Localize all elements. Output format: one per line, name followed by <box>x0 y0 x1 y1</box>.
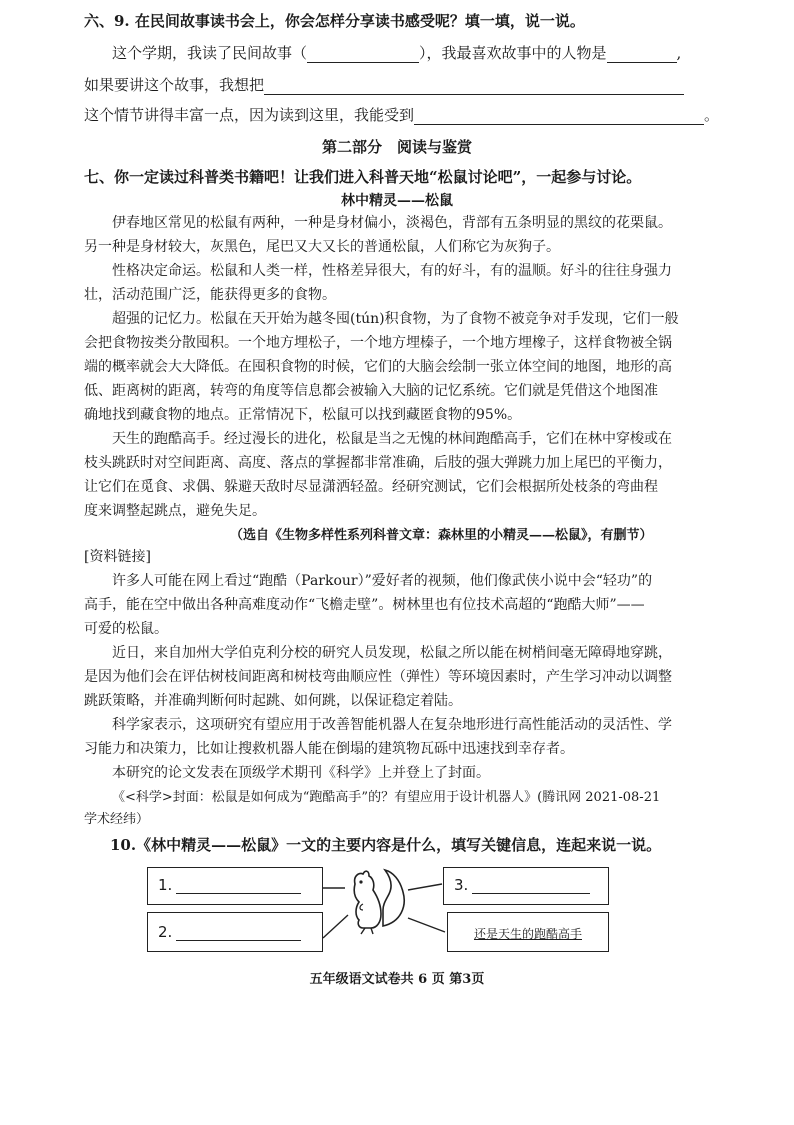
q9-title: 六、9. 在民间故事读书会上，你会怎样分享读书感受呢？填一填，说一说。 <box>84 12 585 30</box>
article-source: （选自《生物多样性系列科普文章：森林里的小精灵——松鼠》，有删节） <box>230 528 653 543</box>
link-p2-l1: 近日，来自加州大学伯克利分校的研究人员发现，松鼠之所以能在树梢间毫无障碍地穿跳， <box>112 645 672 661</box>
q9-line3-end: 。 <box>704 106 720 124</box>
box1-label: 1. <box>158 876 173 894</box>
q10-diagram <box>140 860 640 960</box>
q9-line1-b: ），我最喜欢故事中的人物是 <box>419 44 607 62</box>
article-p1-l1: 伊春地区常见的松鼠有两种，一种是身材偏小，淡褐色，背部有五条明显的黑纹的花栗鼠。 <box>112 215 672 231</box>
link-source-b: 学术经纬） <box>84 812 150 827</box>
q9-blank-character[interactable] <box>607 48 677 63</box>
box2-blank[interactable] <box>176 926 301 941</box>
article-title: 林中精灵——松鼠 <box>341 193 453 209</box>
article-p4-l2: 枝头跳跃时对空间距离、高度、落点的掌握都非常准确，后肢的强大弹跳力加上尾巴的平衡力， <box>84 455 672 471</box>
q9-line3-a: 这个情节讲得丰富一点，因为读到这里，我能受到 <box>84 106 415 124</box>
link-p3-l1: 科学家表示，这项研究有望应用于改善智能机器人在复杂地形进行高性能活动的灵活性、学 <box>112 717 672 733</box>
link-p1-l2: 高手，能在空中做出各种高难度动作“飞檐走壁”。树林里也有位技术高超的“跑酷大师”—— <box>84 597 645 613</box>
article-p2-l1: 性格决定命运。松鼠和人类一样，性格差异很大，有的好斗，有的温顺。好斗的往往身强力 <box>112 263 672 279</box>
box2-label: 2. <box>158 923 173 941</box>
article-p4-l1: 天生的跑酷高手。经过漫长的进化，松鼠是当之无愧的林间跑酷高手，它们在林中穿梭或在 <box>112 431 672 447</box>
q9-line2 <box>84 74 794 95</box>
article-p2-l2: 壮，活动范围广泛，能获得更多的食物。 <box>84 287 336 303</box>
page-footer: 五年级语文试卷共 6 页 第3页 <box>309 972 485 987</box>
box4-answer: 还是天生的跑酷高手 <box>473 927 582 941</box>
link-p1-l1: 许多人可能在网上看过“跑酷（Parkour）”爱好者的视频，他们像武侠小说中会“轻功”的 <box>112 573 653 589</box>
link-p2-l3: 跳跃策略，并准确判断何时起跳、如何跳，以保证稳定着陆。 <box>84 693 462 709</box>
link-source-a: 《<科学>封面：松鼠是如何成为“跑酷高手”的？有望应用于设计机器人》(腾讯网 2021-08-21 <box>112 790 661 805</box>
article-p3-l2: 会把食物按类分散囤积。一个地方埋松子，一个地方埋榛子，一个地方埋橡子，这样食物被全锅 <box>84 335 672 351</box>
q9-line2-text: 如果要讲这个故事，我想把 <box>84 76 265 94</box>
article-p4-l3: 让它们在觅食、求偶、躲避天敌时尽显潇洒轻盈。经研究测试，它们会根据所处枝条的弯曲程 <box>84 479 658 495</box>
link-p2-l2: 是因为他们会在评估树枝间距离和树枝弯曲顺应性（弹性）等环境因素时，产生学习冲动以调整 <box>84 669 672 685</box>
q9-blank-feeling[interactable] <box>414 110 704 125</box>
q9-blank-plot[interactable] <box>264 80 684 95</box>
link-p1-l3: 可爱的松鼠。 <box>84 621 168 637</box>
link-heading: [资料链接] <box>84 549 151 565</box>
q9-line1: 这个学期，我读了民间故事（ ），我最喜欢故事中的人物是 , <box>112 44 682 62</box>
q9-line1-a: 这个学期，我读了民间故事（ <box>112 44 308 62</box>
box3-blank[interactable] <box>472 879 590 894</box>
article-p3-l4: 低、距离树的距离，转弯的角度等信息都会被输入大脑的记忆系统。它们就是凭借这个地图准 <box>84 383 658 399</box>
section2-title: 第二部分 阅读与鉴赏 <box>321 138 472 156</box>
link-p4-l1: 本研究的论文发表在顶级学术期刊《科学》上并登上了封面。 <box>112 765 490 781</box>
box1-blank[interactable] <box>176 879 301 894</box>
article-p3-l3: 端的概率就会大大降低。在囤积食物的时候，它们的大脑会绘制一张立体空间的地图，地形的高 <box>84 359 672 375</box>
link-p3-l2: 习能力和决策力，比如让搜救机器人能在倒塌的建筑物瓦砾中迅速找到幸存者。 <box>84 741 574 757</box>
answer-box-1[interactable] <box>147 867 323 905</box>
article-p1-l2: 另一种是身材较大，灰黑色，尾巴又大又长的普通松鼠，人们称它为灰狗子。 <box>84 239 560 255</box>
squirrel-icon <box>343 864 409 936</box>
q9-blank-story[interactable] <box>307 48 419 63</box>
article-p4-l4: 度来调整起跳点，避免失足。 <box>84 503 266 519</box>
article-p3-l5: 确地找到藏食物的地点。正常情况下，松鼠可以找到藏匿食物的95%。 <box>84 407 522 423</box>
answer-box-3[interactable] <box>443 867 609 905</box>
box3-label: 3. <box>454 876 469 894</box>
q10-title: 10.《林中精灵——松鼠》一文的主要内容是什么，填写关键信息，连起来说一说。 <box>110 836 662 854</box>
article-p3-l1: 超强的记忆力。松鼠在天开始为越冬囤(tún)积食物，为了食物不被竞争对手发现，它们一般 <box>112 311 679 327</box>
q9-line3 <box>84 104 794 125</box>
q7-title: 七、你一定读过科普类书籍吧！让我们进入科普天地“松鼠讨论吧”，一起参与讨论。 <box>84 168 642 186</box>
answer-box-2[interactable] <box>147 912 323 952</box>
answer-box-4 <box>447 912 609 952</box>
